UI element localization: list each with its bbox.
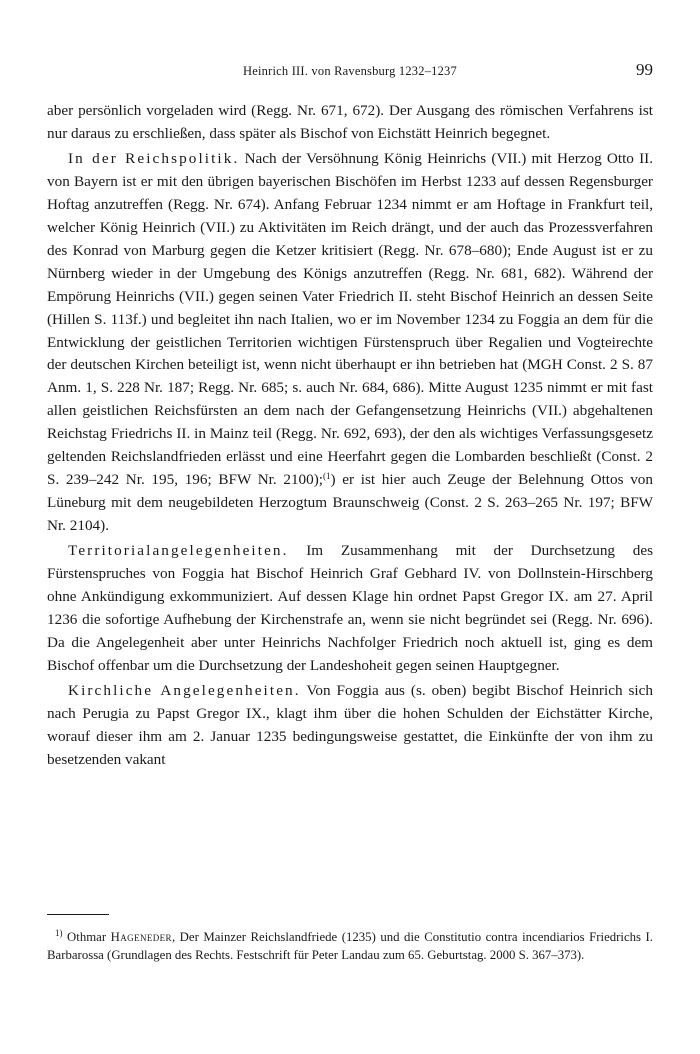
paragraph-reichspolitik: In der Reichspolitik. Nach der Versöhnung König Heinrichs (VII.) mit Herzog Otto II. von Bayern ist er mit den übrigen bayerischen Bischöfen im Herbst 1233 auf dessen Regensburger Hoftag anzutreffen (Regg. Nr. 674). Anfang Februar 1234 nimmt er am Hoftage in Frankfurt teil, welcher König Heinrich (VII.) zu Aktivitäten im Reich drängt, und der auch das Prozessverfahren des Konrad von Marburg gegen die Ketzer kritisiert (Regg. Nr. 678–680); Ende August ist er zu Nürnberg wieder in der Umgebung des Königs anzutreffen (Regg. Nr. 681, 682). Während der Empörung Heinrichs (VII.) gegen seinen Vater Friedrich II. steht Bischof Heinrich an dessen Seite (Hillen S. 113f.) und begleitet ihn nach Italien, wo er im November 1234 zu Foggia an dem für die Entwicklung der geistlichen Territorien wichtigen Fürstenspruch über Regalien und Vogteirechte der deutschen Kirchen beteiligt ist, wenn nicht überhaupt er ihn betrieben hat (MGH Const. 2 S. 87 Anm. 1, S. 228 Nr. 187; Regg. Nr. 685; s. auch Nr. 684, 686). Mitte August 1235 nimmt er mit fast allen geistlichen Reichsfürsten an dem nach der Gefangensetzung Heinrichs (VII.) abgehaltenen Reichstag Friedrichs II. in Mainz teil (Regg. Nr. 692, 693), der den als wichtiges Verfassungsgesetz geltenden Reichslandfrieden erlässt und eine Heerfahrt gegen die Lombarden beschließt (Const. 2 S. 239–242 Nr. 195, 196; BFW Nr. 2100);$^{(1}$) er ist hier auch Zeuge der Belehnung Ottos von Lüneburg mit dem neugebildeten Herzogtum Braunschweig (Const. 2 S. 263–265 Nr. 197; BFW Nr. 2104). — [47, 150, 654, 534]
paragraph-territorial — [47, 540, 653, 677]
section-heading-kirchlich: Kirchliche Angelegenheiten. — [68, 682, 301, 700]
page-header — [47, 60, 653, 88]
section-heading-territorial: Territorialangelegenheiten. — [68, 542, 289, 560]
section-heading-reichspolitik: In der Reichspolitik. — [68, 150, 240, 168]
running-head: Heinrich III. von Ravensburg 1232–1237 — [243, 64, 457, 78]
page-number: 99 — [636, 60, 653, 79]
body-text — [47, 100, 653, 772]
footnote-separator — [47, 914, 109, 915]
footnote-reference[interactable]: 1 — [326, 471, 331, 481]
paragraph-kirchlich-text: Von Foggia aus (s. oben) begibt Bischof Heinrich sich nach Perugia zu Papst Gregor IX., klagt ihm über die hohen Schulden der Eichstätter Kirche, worauf dieser ihm am 2. Januar 1235 bedingungsweise gestattet, die Einkünfte der von ihm zu besetzenden vakant — [47, 682, 653, 768]
footnote — [47, 929, 653, 964]
paragraph-territorial-text: Im Zusammenhang mit der Durchsetzung des Fürstenspruches von Foggia hat Bischof Heinrich Graf Gebhard IV. von Dollnstein-Hirschberg ohne Ankündigung exkommuniziert. Auf dessen Klage hin ordnet Papst Gregor IX. am 27. April 1236 die sofortige Aufhebung der Kirchenstrafe an, wenn sie nicht begründet sei (Regg. Nr. 696). Da die Angelegenheit aber unter Heinrichs Nachfolger Friedrich noch aktuell ist, ging es dem Bischof offenbar um die Durchsetzung der Landeshoheit gegen seinen Hauptgegner. — [47, 542, 653, 674]
footnote-marker-number: 1 — [55, 928, 60, 938]
footnote-text: , Der Mainzer Reichslandfriede (1235) und die Constitutio contra incendiarios Friedrichs I. Barbarossa (Grundlagen des Rechts. Festschrift für Peter Landau zum 65. Geburtstag. 2000 S. 367–373). — [47, 930, 653, 962]
paragraph-kirchlich — [47, 680, 653, 772]
footnote-marker: 1) — [55, 928, 63, 938]
paragraph-reichspolitik-text-after: ) er ist hier auch Zeuge der Belehnung Ottos von Lüneburg mit dem neugebildeten Herzogtum Braunschweig (Const. 2 S. 263–265 Nr. 197; BFW Nr. 2104). — [47, 471, 653, 534]
paragraph-reichspolitik-text: Nach der Versöhnung König Heinrichs (VII.) mit Herzog Otto II. von Bayern ist er mit den übrigen bayerischen Bischöfen im Herbst 1233 auf dessen Regensburger Hoftag anzutreffen (Regg. Nr. 674). Anfang Februar 1234 nimmt er am Hoftage in Frankfurt teil, welcher König Heinrich (VII.) zu Aktivitäten im Reich drängt, und der auch das Prozessverfahren des Konrad von Marburg gegen die Ketzer kritisiert (Regg. Nr. 678–680); Ende August ist er zu Nürnberg wieder in der Umgebung des Königs anzutreffen (Regg. Nr. 681, 682). Während der Empörung Heinrichs (VII.) gegen seinen Vater Friedrich II. steht Bischof Heinrich an dessen Seite (Hillen S. 113f.) und begleitet ihn nach Italien, wo er im November 1234 zu Foggia an dem für die Entwicklung der geistlichen Territorien wichtigen Fürstenspruch über Regalien und Vogteirechte der deutschen Kirchen beteiligt ist, wenn nicht überhaupt er ihn betrieben hat (MGH Const. 2 S. 87 Anm. 1, S. 228 Nr. 187; Regg. Nr. 685; s. auch Nr. 684, 686). Mitte August 1235 nimmt er mit fast allen geistlichen Reichsfürsten an dem nach der Gefangensetzung Heinrichs (VII.) abgehaltenen Reichstag Friedrichs II. in Mainz teil (Regg. Nr. 692, 693), der den als wichtiges Verfassungsgesetz geltenden Reichslandfrieden erlässt und eine Heerfahrt gegen die Lombarden beschließt (Const. 2 S. 239–242 Nr. 195, 196; BFW Nr. 2100); — [47, 150, 654, 488]
footnote-author: Hageneder — [110, 930, 172, 944]
paragraph-1-text: aber persönlich vorgeladen wird (Regg. Nr. 671, 672). Der Ausgang des römischen Verfahrens ist nur daraus zu erschließen, dass später als Bischof von Eichstätt Heinrich begegnet. — [47, 102, 653, 142]
footnote-author-first: Othmar — [67, 930, 111, 944]
paragraph-1 — [47, 100, 653, 146]
